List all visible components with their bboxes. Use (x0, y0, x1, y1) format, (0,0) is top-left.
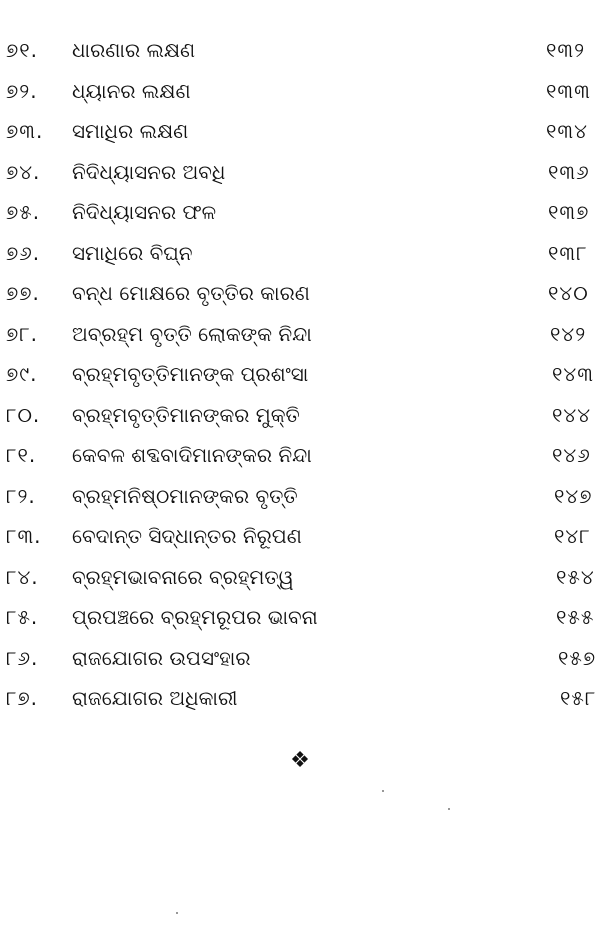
toc-entry (0, 476, 600, 517)
toc-entry (0, 71, 600, 112)
entry-page-number: ୧୩୪ (546, 119, 588, 143)
entry-title: ବ୍ରହ୍ମବୃତ୍ତିମାନଙ୍କର ମୁକ୍ତି (72, 402, 300, 427)
paper-speck (382, 790, 384, 792)
entry-title: ବ୍ରହ୍ମନିଷ୍ଠମାନଙ୍କର ବୃତ୍ତି (72, 483, 298, 508)
toc-entry (0, 557, 600, 598)
entry-title: ବନ୍ଧ ମୋକ୍ଷରେ ବୃତ୍ତିର କାରଣ (72, 281, 310, 305)
entry-page-number: ୧୪୮ (554, 524, 591, 548)
toc-entry (0, 597, 600, 638)
entry-title: ରାଜଯୋଗର ଉପସଂହାର (72, 645, 251, 670)
toc-entry (0, 314, 600, 355)
toc-entry (0, 395, 600, 436)
entry-number: ୭୭. (6, 281, 40, 305)
entry-number: ୮୫. (6, 605, 39, 629)
entry-title: ଧ୍ୟାନର ଲକ୍ଷଣ (72, 78, 191, 103)
entry-page-number: ୧୪୬ (552, 443, 591, 467)
entry-page-number: ୧୪୩ (552, 362, 594, 386)
toc-entry (0, 638, 600, 679)
toc-entry (0, 435, 600, 476)
entry-page-number: ୧୪୨ (550, 321, 587, 346)
entry-title: ସମାଧିର ଲକ୍ଷଣ (72, 119, 189, 143)
entry-number: ୮୦. (6, 402, 41, 427)
entry-page-number: ୧୩୨ (546, 38, 586, 62)
section-end-ornament: ❖ (290, 748, 310, 773)
entry-page-number: ୧୫୭ (558, 645, 597, 670)
entry-number: ୭୫. (6, 200, 41, 224)
entry-number: ୭୬. (6, 240, 41, 265)
toc-entry (0, 273, 600, 314)
entry-page-number: ୧୪୭ (554, 483, 593, 508)
entry-title: ଧାରଣାର ଲକ୍ଷଣ (72, 38, 196, 62)
entry-page-number: ୧୩୩ (546, 78, 591, 103)
entry-number: ୭୨. (6, 78, 38, 103)
entry-number: ୮୩. (6, 524, 42, 548)
entry-number: ୮୧. (6, 443, 37, 467)
entry-number: ୮୨. (6, 483, 36, 508)
paper-speck (448, 808, 450, 810)
entry-page-number: ୧୪୪ (552, 402, 592, 427)
entry-title: ନିଦିଧ୍ୟାସନର ଅବଧି (72, 159, 226, 184)
entry-number: ୮୬. (6, 645, 39, 670)
entry-page-number: ୧୫୪ (556, 564, 595, 589)
entry-number: ୭୮. (6, 321, 39, 346)
entry-number: ୭୪. (6, 159, 41, 184)
toc-entry (0, 30, 600, 71)
entry-title: ସମାଧିରେ ବିଘ୍ନ (72, 240, 193, 265)
toc-entry (0, 152, 600, 193)
toc-entry (0, 111, 600, 152)
entry-title: କେବଳ ଶବ୍ଦବାଦିମାନଙ୍କର ନିନ୍ଦା (72, 443, 312, 467)
entry-page-number: ୧୫୮ (560, 686, 597, 710)
table-of-contents (0, 30, 600, 719)
entry-number: ୮୪. (6, 564, 39, 589)
entry-title: ବେଦାନ୍ତ ସିଦ୍ଧାନ୍ତର ନିରୂପଣ (72, 524, 302, 548)
entry-number: ୭୩. (6, 119, 44, 143)
paper-speck (176, 912, 178, 914)
entry-number: ୭୯. (6, 362, 38, 386)
entry-title: ରାଜଯୋଗର ଅଧିକାରୀ (72, 686, 238, 710)
entry-page-number: ୧୫୫ (556, 605, 595, 629)
entry-number: ୭୧. (6, 38, 39, 62)
entry-page-number: ୧୩୭ (548, 200, 590, 224)
entry-title: ନିଦିଧ୍ୟାସନର ଫଳ (72, 200, 217, 224)
toc-entry (0, 678, 600, 719)
toc-entry (0, 233, 600, 274)
entry-title: ବ୍ରହ୍ମବୃତ୍ତିମାନଙ୍କ ପ୍ରଶଂସା (72, 362, 309, 386)
entry-title: ବ୍ରହ୍ମଭାବନାରେ ବ୍ରହ୍ମତ୍ୱ (72, 564, 294, 589)
toc-entry (0, 516, 600, 557)
entry-title: ପ୍ରପଞ୍ଚରେ ବ୍ରହ୍ମରୂପର ଭାବନା (72, 605, 318, 629)
entry-page-number: ୧୪୦ (548, 281, 589, 305)
entry-page-number: ୧୩୬ (548, 159, 590, 184)
toc-entry (0, 354, 600, 395)
entry-title: ଅବ୍ରହ୍ମ ବୃତ୍ତି ଲୋକଙ୍କ ନିନ୍ଦା (72, 321, 312, 346)
toc-entry (0, 192, 600, 233)
entry-number: ୮୭. (6, 686, 39, 710)
entry-page-number: ୧୩୮ (548, 240, 588, 265)
